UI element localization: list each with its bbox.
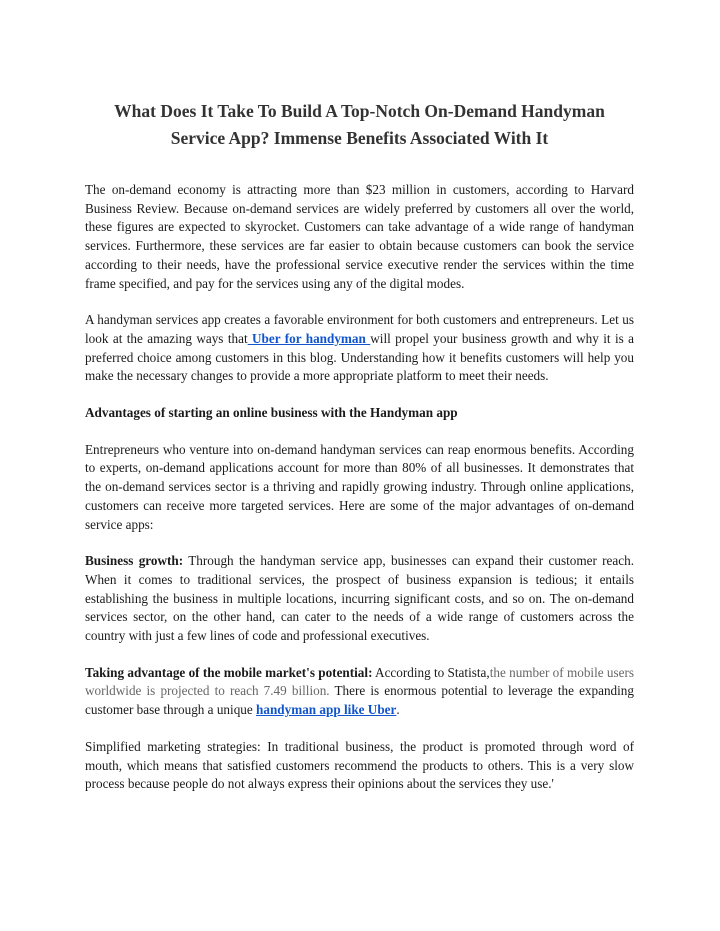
paragraph-text: will propel your business growth and why it is a preferred choice among customers in this blog. Understanding how it benefits customers will help you make the necessary changes to provide a more appropriate platform to meet their needs. [85, 330, 634, 384]
paragraph-text: Through the handyman service app, businesses can expand their customer reach. When it comes to traditional services, the prospect of business expansion is tedious; it entails establishing the business in multiple locations, incurring significant costs, and so on. The on-demand services sector, on the other hand, can cater to the needs of a wide range of customers across the country with just a few lines of code and professional executives. [85, 553, 635, 644]
business-growth-paragraph [85, 552, 634, 646]
paragraph-text: According to Statista, [372, 664, 490, 680]
mobile-market-label: Taking advantage of the mobile market's potential: [85, 664, 373, 680]
mobile-market-paragraph [85, 664, 634, 720]
title-line-2: Service App? Immense Benefits Associated With It [170, 128, 549, 148]
section-heading-advantages: Advantages of starting an online business with the Handyman app [85, 405, 458, 421]
paragraph-end: . [396, 702, 400, 718]
marketing-strategies-paragraph: Simplified marketing strategies: In traditional business, the product is promoted through word of mouth, which means that satisfied customers recommend the products to others. This is a very slow process because people do not always express their opinions about the services they use.' [85, 738, 634, 792]
title-line-1: What Does It Take To Build A Top-Notch On-Demand Handyman [114, 101, 605, 121]
uber-for-handyman-link[interactable]: Uber for handyman [247, 330, 371, 346]
paragraph-text: A handyman services app creates a favorable environment for both customers and entrepreneurs. Let us look at the amazing ways that [85, 312, 634, 346]
document-title [85, 98, 634, 152]
business-growth-label: Business growth: [85, 553, 184, 569]
advantages-intro-paragraph: Entrepreneurs who venture into on-demand handyman services can reap enormous benefits. According to experts, on-demand applications account for more than 80% of all businesses. It demonstrates that the on-demand services sector is a thriving and rapidly growing industry. Through online applications, customers can receive more targeted services. Here are some of the major advantages of on-demand service apps: [85, 441, 634, 532]
statista-quote: the number of mobile users worldwide is projected to reach 7.49 billion. [85, 664, 634, 699]
uber-for-handyman-paragraph [85, 311, 634, 386]
intro-paragraph: The on-demand economy is attracting more than $23 million in customers, according to Harvard Business Review. Because on-demand services are widely preferred by customers all over the world, these figures are expected to skyrocket. Customers can take advantage of a wide range of handyman services. Furthermore, these services are far easier to obtain because customers can book the service according to their needs, have the professional service executive render the services within the time frame specified, and pay for the services using any of the digital modes. [85, 182, 634, 291]
document-page [85, 98, 634, 812]
paragraph-text: There is enormous potential to leverage the expanding customer base through a unique [85, 683, 634, 718]
handyman-app-like-uber-link[interactable]: handyman app like Uber [256, 702, 397, 718]
